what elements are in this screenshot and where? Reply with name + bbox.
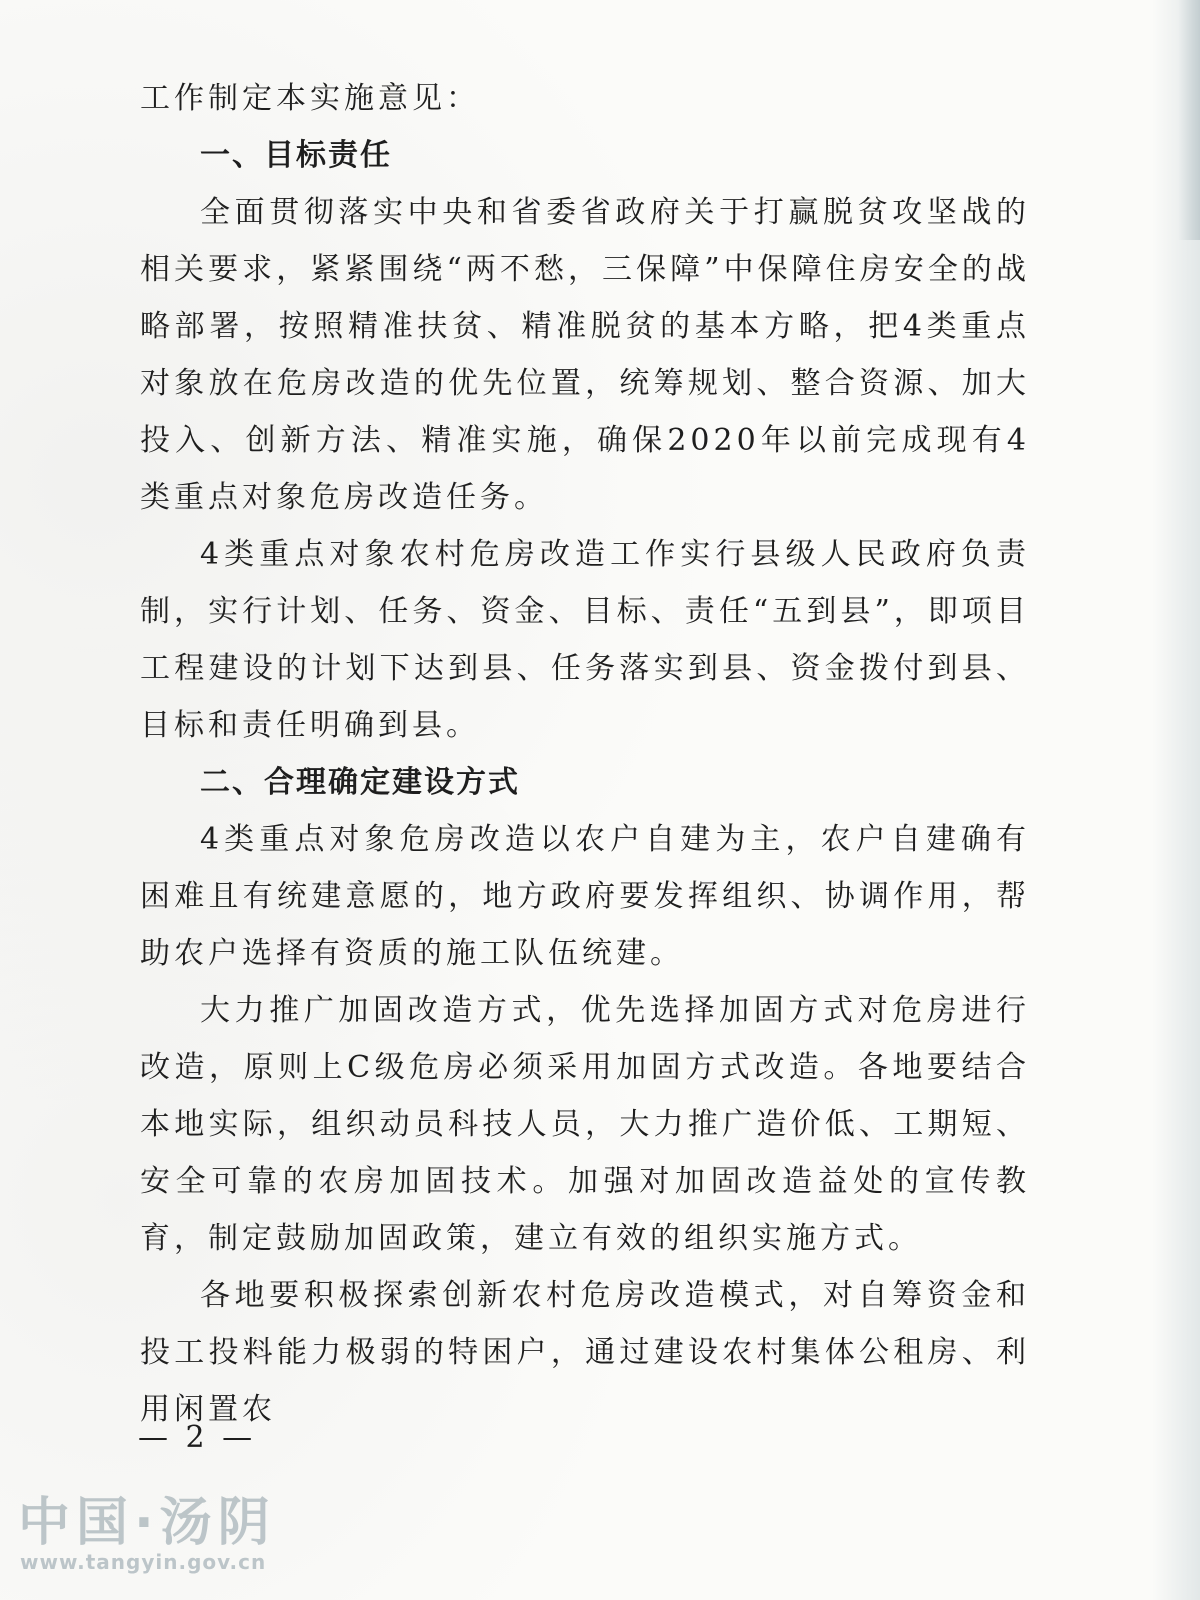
paragraph-1: 全面贯彻落实中央和省委省政府关于打赢脱贫攻坚战的相关要求，紧紧围绕“两不愁，三保障”中保障住房安全的战略部署，按照精准扶贫、精准脱贫的基本方略，把4类重点对象放在危房改造的优先位置，统筹规划、整合资源、加大投入、创新方法、精准实施，确保2020年以前完成现有4类重点对象危房改造任务。 (140, 195, 1030, 515)
section-heading-2: 二、合理确定建设方式 (200, 765, 520, 800)
paragraph-3: 4类重点对象危房改造以农户自建为主，农户自建确有困难且有统建意愿的，地方政府要发挥组织、协调作用，帮助农户选择有资质的施工队伍统建。 (140, 822, 1030, 971)
document-body (140, 70, 1030, 1438)
site-watermark (18, 1480, 318, 1595)
paragraph-5: 各地要积极探索创新农村危房改造模式，对自筹资金和投工投料能力极弱的特困户，通过建设农村集体公租房、利用闲置农 (140, 1278, 1030, 1427)
page-number: — 2 — (138, 1420, 257, 1455)
watermark-url: www.tangyin.gov.cn (20, 1550, 267, 1574)
scan-edge-shadow (1178, 0, 1200, 240)
section-heading-1: 一、目标责任 (200, 138, 392, 173)
paragraph-2: 4类重点对象农村危房改造工作实行县级人民政府负责制，实行计划、任务、资金、目标、责任“五到县”，即项目工程建设的计划下达到县、任务落实到县、资金拨付到县、目标和责任明确到县。 (140, 537, 1030, 743)
paragraph-4: 大力推广加固改造方式，优先选择加固方式对危房进行改造，原则上C级危房必须采用加固方式改造。各地要结合本地实际，组织动员科技人员，大力推广造价低、工期短、安全可靠的农房加固技术。加强对加固改造益处的宣传教育，制定鼓励加固政策，建立有效的组织实施方式。 (140, 993, 1030, 1256)
watermark-title: 中国·汤阴 (18, 1493, 276, 1553)
intro-line: 工作制定本实施意见： (140, 81, 480, 116)
